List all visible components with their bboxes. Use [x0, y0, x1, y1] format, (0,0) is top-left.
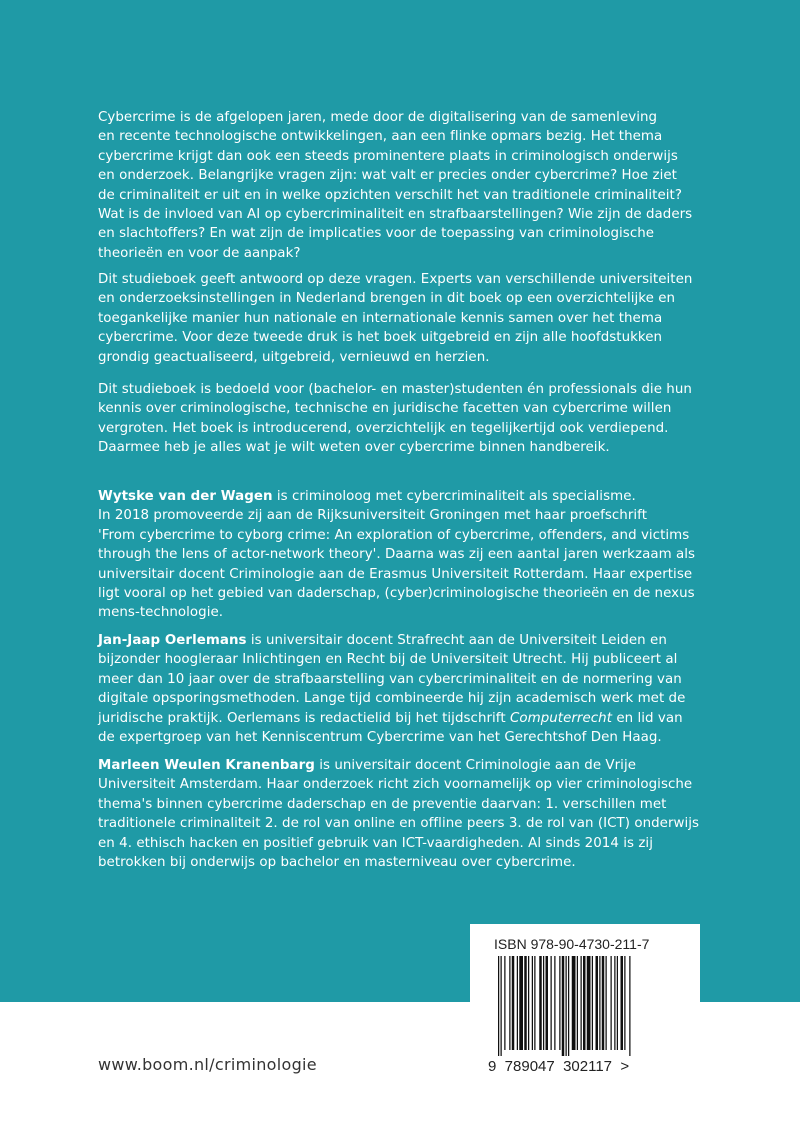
- barcode-bar: [509, 956, 510, 1050]
- barcode-bar: [583, 956, 586, 1050]
- barcode-bar: [581, 956, 582, 1050]
- barcode-bar: [568, 956, 569, 1056]
- barcode-bar: [517, 956, 518, 1050]
- description-paragraph-1: Cybercrime is de afgelopen jaren, mede door de digitalisering van de samenleving en recente technologische ontwikkelingen, aan een flinke opmars bezig. Het thema cybercrime krijgt dan ook een steeds prominentere plaats in criminologisch onderwijs en onderzoek. Belangrijke vragen zijn: wat valt er precies onder cybercrime? Hoe ziet de criminaliteit er uit en in welke opzichten verschilt het van traditionele criminaliteit? Wat is de invloed van AI op cybercriminaliteit en strafbaarstellingen? Wie zijn de daders en slachtoffers? En wat zijn de implicaties voor de toepassing van criminologische theorieën en voor de aanpak?: [98, 110, 693, 261]
- barcode-bar: [577, 956, 578, 1050]
- barcode-bar: [602, 956, 605, 1050]
- description-paragraph-2: Dit studieboek geeft antwoord op deze vragen. Experts van verschillende universiteiten en onderzoeksinstellingen in Nederland brengen in dit boek op een overzichtelijke en toegankelijke manier hun nationale en internationale kennis samen over het thema cybercrime. Voor deze tweede druk is het boek uitgebreid en zijn alle hoofdstukken grondig geactualiseerd, uitgebreid, vernieuwd en herzien.: [98, 272, 693, 365]
- author-name: Wytske van der Wagen: [98, 489, 273, 504]
- author-bio-3: [98, 756, 718, 872]
- author-bio-text: is criminoloog met cybercriminaliteit als specialisme. In 2018 promoveerde zij aan de Rijksuniversiteit Groningen met haar proefschrift 'From cybercrime to cyborg crime: An exploration of cybercrime, offenders, and victims through the lens of actor-network theory'. Daarna was zij een aantal jaren werkzaam als universitair docent Criminologie aan de Erasmus Universiteit Rotterdam. Haar expertise ligt vooral op het gebied van daderschap, (cyber)criminologische theorieën en de nexus mens-technologie.: [98, 489, 696, 621]
- barcode-bar: [554, 956, 555, 1050]
- barcode-icon: [494, 956, 674, 1056]
- barcode-bar: [512, 956, 515, 1050]
- author-name: Marleen Weulen Kranenbarg: [98, 758, 315, 773]
- barcode-bar: [587, 956, 591, 1050]
- barcode-bar: [611, 956, 612, 1050]
- author-bio-2: [98, 631, 718, 747]
- barcode-bar: [624, 956, 625, 1050]
- barcode-bar: [572, 956, 576, 1050]
- author-bio-text: is universitair docent Criminologie aan de Vrije Universiteit Amsterdam. Haar onderzoek richt zich voornamelijk op vier criminologische thema's binnen cybercrime daderschap en de preventie daarvan: 1. verschillen met traditionele criminaliteit 2. de rol van online en offline peers 3. de rol van (ICT) onderwijs en 4. ethisch hacken en positief gebruik van ICT-vaardigheden. Al sinds 2014 is zij betrokken bij onderwijs op bachelor en masterniveau over cybercrime.: [98, 758, 700, 871]
- barcode-bar: [629, 956, 630, 1056]
- barcode-bar: [562, 956, 565, 1056]
- barcode-bar: [528, 956, 529, 1050]
- barcode-bar: [566, 956, 567, 1056]
- barcode-bar: [559, 956, 560, 1050]
- author-bio-text: en lid van de expertgroep van het Kenniscentrum Cybercrime van het Gerechtshof Den Haag.: [98, 710, 683, 746]
- barcode-bar: [596, 956, 599, 1050]
- barcode-bar: [621, 956, 624, 1050]
- barcode-bar: [614, 956, 615, 1050]
- author-name: Jan-Jaap Oerlemans: [98, 633, 247, 648]
- author-bio-1: [98, 487, 718, 623]
- barcode-bar: [543, 956, 544, 1050]
- barcode-bar: [617, 956, 618, 1050]
- barcode-bar: [519, 956, 523, 1050]
- author-bio-text: is universitair docent Strafrecht aan de Universiteit Leiden en bijzonder hoogleraar Inlichtingen en Recht bij de Universiteit Utrecht. Hij publiceert al meer dan 10 jaar over de strafbaarstelling van cybercriminaliteit en de normering van digitale opsporingsmethoden. Lange tijd combineerde hij zijn academisch werk met de juridische praktijk. Oerlemans is redactielid bij het tijdschrift: [98, 633, 686, 726]
- barcode-bar: [606, 956, 607, 1050]
- barcode-bar: [546, 956, 549, 1050]
- barcode-bar: [534, 956, 535, 1050]
- description-paragraph-3: Dit studieboek is bedoeld voor (bachelor- en master)studenten én professionals die hun kennis over criminologische, technische en juridische facetten van cybercrime willen vergroten. Het boek is introducerend, overzichtelijk en tegelijkertijd ook verdiepend. Daarmee heb je alles wat je wilt weten over cybercrime binnen handbereik.: [98, 382, 692, 456]
- journal-title: Computerrecht: [509, 710, 613, 726]
- isbn-label: ISBN 978-90-4730-211-7: [494, 936, 650, 952]
- barcode-bar: [539, 956, 542, 1050]
- ean-digits: 9 789047 302117 >: [488, 1058, 630, 1075]
- barcode-bar: [501, 956, 502, 1056]
- barcode-bar: [524, 956, 527, 1050]
- barcode-bar: [504, 956, 505, 1050]
- barcode-bar: [551, 956, 552, 1050]
- barcode-bar: [599, 956, 600, 1050]
- publisher-url: www.boom.nl/criminologie: [98, 1055, 317, 1074]
- barcode-bar: [532, 956, 533, 1050]
- barcode-bar: [498, 956, 499, 1056]
- barcode-bar: [592, 956, 593, 1050]
